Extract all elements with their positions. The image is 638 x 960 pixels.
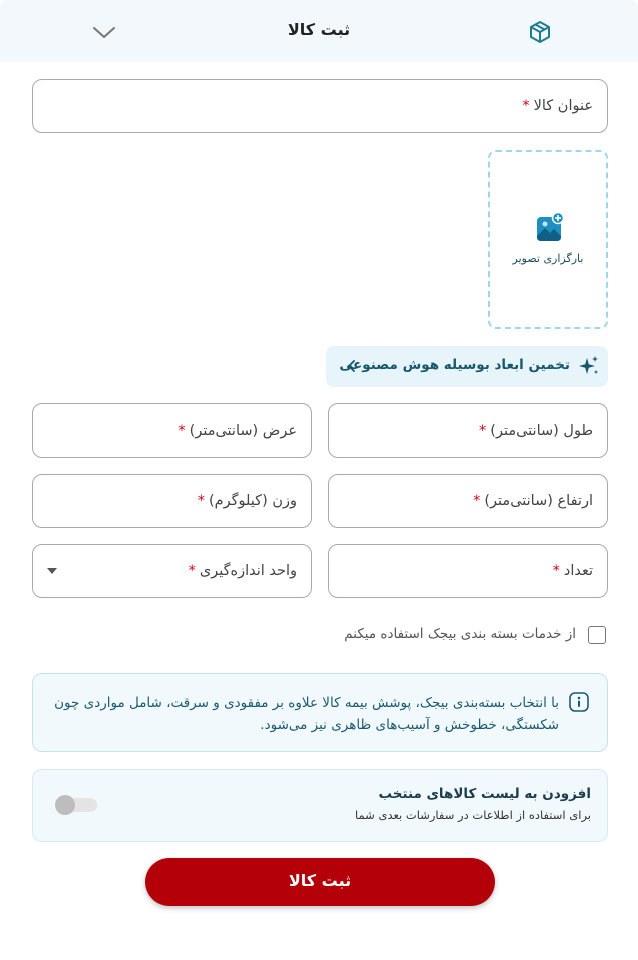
height-field[interactable] [328, 474, 608, 528]
ai-dimension-estimate-button[interactable] [326, 346, 608, 387]
unit-select[interactable] [32, 544, 312, 598]
width-field[interactable] [32, 403, 312, 458]
product-title-field[interactable] [32, 79, 608, 133]
height-label: ارتفاع (سانتی‌متر)* [473, 493, 593, 509]
weight-label: وزن (کیلوگرم)* [197, 493, 297, 509]
sparkles-icon [578, 355, 600, 377]
toggle-knob [55, 795, 75, 815]
submit-button[interactable] [145, 858, 495, 906]
image-upload-button[interactable] [488, 150, 608, 329]
product-title-label: عنوان کالا* [522, 98, 593, 114]
length-field[interactable] [328, 403, 608, 458]
quantity-label: تعداد* [552, 563, 593, 579]
favorites-toggle[interactable] [57, 798, 97, 812]
submit-label: ثبت کالا [288, 871, 352, 890]
insurance-info-text: با انتخاب بسته‌بندی بیجک، پوشش بیمه کالا علاوه بر مفقودی و سرقت، شامل مواردی چون شکستگی، خطوخش و آسیب‌های ظاهری نیز می‌شود. [54, 695, 559, 733]
upload-label: بارگزاری تصویر [512, 252, 584, 265]
package-icon [528, 20, 552, 44]
page-title: ثبت کالا [287, 20, 351, 39]
width-label: عرض (سانتی‌متر)* [178, 422, 297, 439]
packaging-service-checkbox[interactable] [588, 626, 606, 644]
ai-estimate-label: تخمین ابعاد بوسیله هوش مصنوعی [339, 357, 570, 373]
length-label: طول (سانتی‌متر)* [479, 422, 593, 439]
favorites-subtitle: برای استفاده از اطلاعات در سفارشات بعدی شما [355, 808, 591, 822]
modal-header [0, 0, 638, 62]
insurance-info-box [32, 673, 608, 752]
image-add-icon [536, 212, 564, 242]
quantity-field[interactable] [328, 544, 608, 598]
packaging-service-label[interactable]: از خدمات بسته بندی بیجک استفاده میکنم [344, 626, 576, 642]
info-icon [569, 692, 589, 712]
chevron-left-icon [348, 360, 356, 372]
favorites-box [32, 769, 608, 842]
weight-field[interactable] [32, 474, 312, 528]
unit-label: واحد اندازه‌گیری* [188, 563, 297, 579]
favorites-title: افزودن به لیست کالاهای منتخب [378, 786, 591, 802]
caret-down-icon [47, 568, 57, 574]
